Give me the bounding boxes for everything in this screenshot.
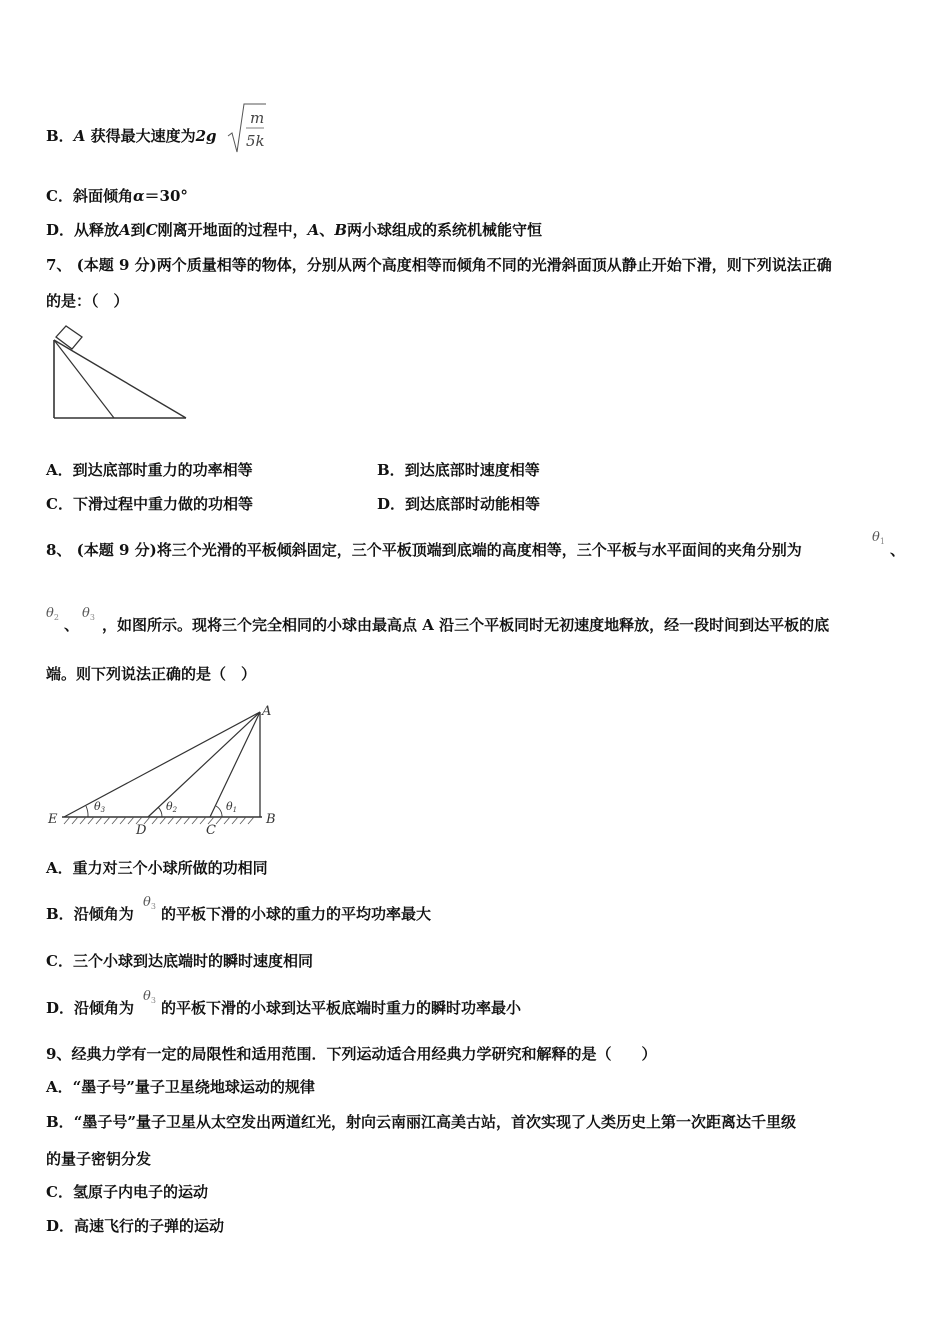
question-text: 两个质量相等的物体，分别从两个高度相等而倾角不同的光滑斜面顶从静止开始下滑，则下列说法正确 <box>156 256 832 274</box>
q9-option-b <box>46 1112 796 1132</box>
option-label: D． <box>46 1217 75 1235</box>
option-text: 的平板下滑的小球到达平板底端时重力的瞬时功率最小 <box>161 999 522 1017</box>
q7-stem-line1 <box>46 255 832 275</box>
question-number: 7、 <box>46 256 72 274</box>
q8-option-d <box>46 998 134 1018</box>
option-text: 沿倾角为 <box>73 905 134 923</box>
q8-option-a <box>46 858 268 878</box>
q8-stem-line3 <box>46 664 256 684</box>
comma: 、 <box>64 616 80 634</box>
alpha-symbol: α <box>132 187 145 205</box>
q7-option-d <box>377 494 540 514</box>
theta-glyph: θ <box>872 530 880 545</box>
theta-glyph: θ <box>143 895 151 910</box>
point-e-label: E <box>48 812 58 827</box>
question-text: 经典力学有一定的局限性和适用范围．下列运动适合用经典力学研究和解释的是（ ） <box>71 1045 657 1063</box>
option-text: 到达底部时动能相等 <box>405 495 541 513</box>
q7-option-a <box>46 460 253 480</box>
q9-option-c <box>46 1182 208 1202</box>
text-part: 从释放 <box>74 221 120 239</box>
theta-glyph: θ <box>46 606 54 621</box>
text-part: 两小球组成的系统机械能守恒 <box>347 221 543 239</box>
theta-subscript: 3 <box>89 613 95 622</box>
separator <box>890 540 905 560</box>
theta3-symbol <box>82 603 95 622</box>
theta1-symbol <box>872 527 885 546</box>
theta-glyph: θ <box>82 606 90 621</box>
question-score: (本题 9 分) <box>76 541 157 559</box>
question-text: 端。则下列说法正确的是（ ） <box>46 665 257 683</box>
theta3-symbol <box>143 892 156 911</box>
theta1-label: θ1 <box>226 800 238 814</box>
theta-subscript: 1 <box>879 537 885 546</box>
q8-planes-figure <box>44 700 284 840</box>
q8-option-b <box>46 904 134 924</box>
theta-subscript: 3 <box>150 902 156 911</box>
theta3-symbol <box>143 986 156 1005</box>
option-text: 重力对三个小球所做的功相同 <box>72 859 268 877</box>
point-b-label: B <box>266 812 276 827</box>
option-label: D． <box>46 999 75 1017</box>
q9-option-a <box>46 1077 315 1097</box>
q9-option-b-cont <box>46 1149 151 1169</box>
q8-stem-line2 <box>102 615 829 635</box>
option-label: C． <box>46 952 73 970</box>
theta2-symbol <box>46 603 59 622</box>
text-part: 刚离开地面的过程中， <box>157 221 308 239</box>
option-text: “墨子号”量子卫星从太空发出两道红光，射向云南丽江高美古站，首次实现了人类历史上第一次距离达千里级 <box>73 1113 796 1131</box>
option-label: B． <box>46 127 74 145</box>
option-text: 到达底部时速度相等 <box>404 461 540 479</box>
theta-subscript: 2 <box>53 613 59 622</box>
question-text: 将三个光滑的平板倾斜固定，三个平板顶端到底端的高度相等，三个平板与水平面间的夹角分别为 <box>156 541 802 559</box>
option-label: A． <box>46 859 73 877</box>
option-text: 氢原子内电子的运动 <box>72 1183 208 1201</box>
option-text: 高速飞行的子弹的运动 <box>74 1217 225 1235</box>
option-label: C． <box>46 495 73 513</box>
separator: 、 <box>319 221 335 239</box>
point-c-label: C <box>206 823 216 838</box>
angle-value: ＝30° <box>144 187 188 205</box>
option-text: 的平板下滑的小球的重力的平均功率最大 <box>161 905 432 923</box>
ground-hatching <box>64 817 254 824</box>
theta2-label: θ2 <box>166 800 178 814</box>
var-b: B <box>334 221 347 239</box>
theta-subscript: 3 <box>150 996 156 1005</box>
q8-option-c <box>46 951 313 971</box>
option-text: 下滑过程中重力做的功相等 <box>72 495 253 513</box>
question-number: 8、 <box>46 541 72 559</box>
option-label: D． <box>46 221 75 239</box>
var-a: A <box>307 221 320 239</box>
separator <box>64 615 79 635</box>
theta3-label: θ3 <box>94 800 106 814</box>
option-text: 获得最大速度为 <box>90 127 196 145</box>
q8-option-b-cont <box>161 904 431 924</box>
q7-option-c <box>46 494 253 514</box>
question-number: 9、 <box>46 1045 72 1063</box>
option-label: D． <box>377 495 406 513</box>
comma: 、 <box>890 541 906 559</box>
q8-stem-line1 <box>46 540 802 560</box>
option-text: 沿倾角为 <box>74 999 135 1017</box>
option-label: B． <box>377 461 405 479</box>
frac-den: 5k <box>246 132 265 150</box>
option-label: C． <box>46 1183 73 1201</box>
option-text: 的量子密钥分发 <box>46 1150 152 1168</box>
option-text: 到达底部时重力的功率相等 <box>72 461 253 479</box>
var-a: A <box>73 127 86 145</box>
question-score: (本题 9 分) <box>76 256 157 274</box>
var-a: A <box>119 221 131 239</box>
q9-option-d <box>46 1216 224 1236</box>
option-label: A． <box>46 1078 73 1096</box>
q6-option-b <box>46 126 217 146</box>
q7-option-b <box>377 460 540 480</box>
theta-glyph: θ <box>143 989 151 1004</box>
option-text: “墨子号”量子卫星绕地球运动的规律 <box>72 1078 315 1096</box>
text-part: 到 <box>130 221 146 239</box>
q6-option-d <box>46 220 542 240</box>
q8-option-d-cont <box>161 998 521 1018</box>
option-label: C． <box>46 187 73 205</box>
coef: 2g <box>195 127 217 145</box>
sqrt-formula <box>226 100 268 156</box>
q7-stem-line2 <box>46 291 129 311</box>
option-text: 三个小球到达底端时的瞬时速度相同 <box>72 952 313 970</box>
point-d-label: D <box>136 823 147 838</box>
question-text: 的是：（ ） <box>46 292 129 310</box>
q9-stem <box>46 1044 656 1064</box>
var-c: C <box>145 221 158 239</box>
option-label: B． <box>46 1113 74 1131</box>
frac-num: m <box>250 109 265 127</box>
option-text: 斜面倾角 <box>72 187 133 205</box>
option-label: A． <box>46 461 73 479</box>
option-label: B． <box>46 905 74 923</box>
q6-option-c <box>46 186 188 206</box>
point-a-label: A <box>262 704 272 719</box>
question-text: ，如图所示。现将三个完全相同的小球由最高点 A 沿三个平板同时无初速度地释放，经一段时间到达平板的底 <box>102 616 830 634</box>
q7-incline-figure <box>48 322 193 422</box>
